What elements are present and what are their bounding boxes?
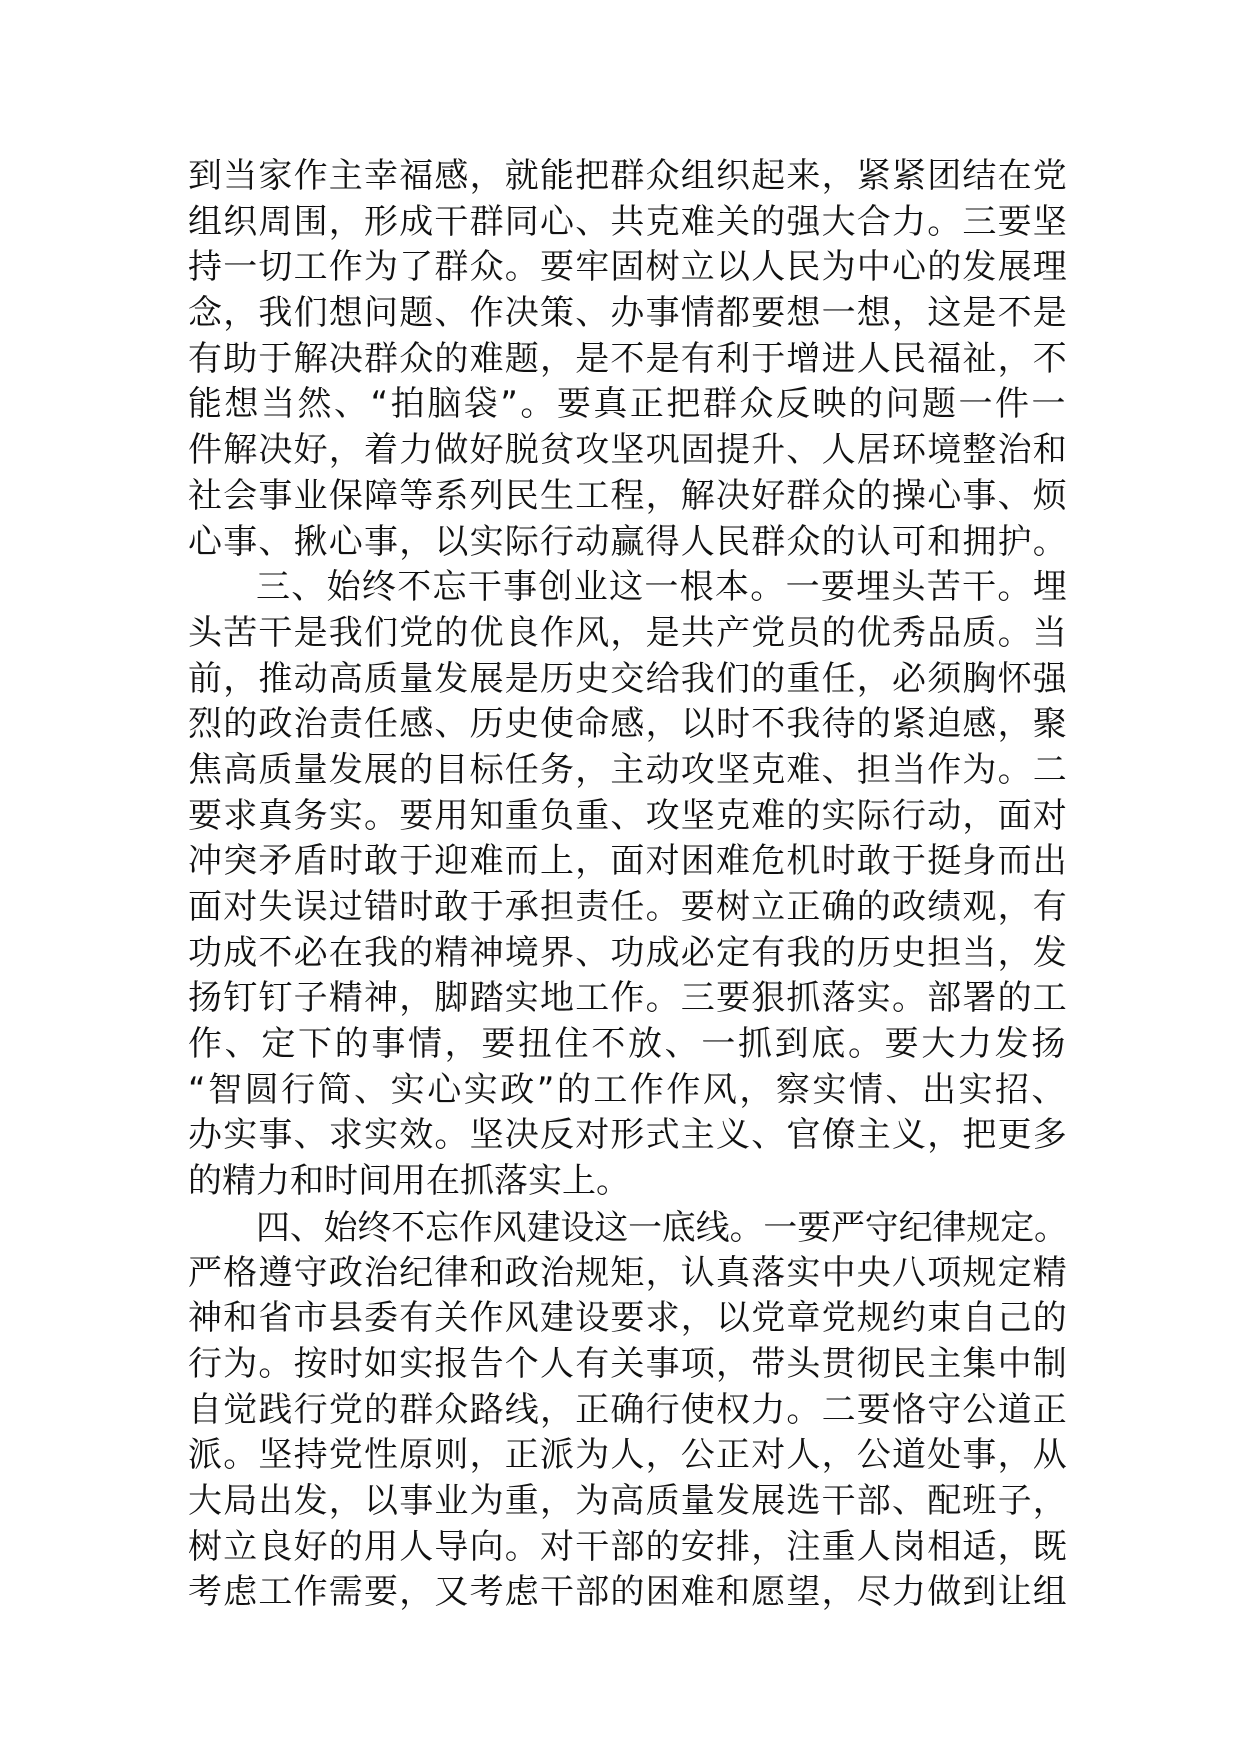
text-line: 前，推动高质量发展是历史交给我们的重任，必须胸怀强 — [188, 658, 1068, 699]
text-line: 到当家作主幸福感，就能把群众组织起来，紧紧团结在党 — [188, 156, 1068, 196]
text-line: 严格遵守政治纪律和政治规矩，认真落实中央八项规定精 — [188, 1252, 1068, 1293]
text-line: 考虑工作需要，又考虑干部的困难和愿望，尽力做到让组 — [188, 1572, 1068, 1613]
text-line: 扬钉钉子精神，脚踏实地工作。三要狠抓落实。部署的工 — [188, 978, 1068, 1019]
text-line: 社会事业保障等系列民生工程，解决好群众的操心事、烦 — [188, 475, 1068, 516]
text-line: 神和省市县委有关作风建设要求，以党章党规约束自己的 — [188, 1298, 1068, 1339]
text-line: 作、定下的事情，要扭住不放、一抓到底。要大力发扬 — [188, 1024, 1068, 1065]
text-line: 行为。按时如实报告个人有关事项，带头贯彻民主集中制 — [188, 1343, 1068, 1384]
text-line: 功成不必在我的精神境界、功成必定有我的历史担当，发 — [188, 932, 1068, 973]
text-line: 树立良好的用人导向。对干部的安排，注重人岗相适，既 — [188, 1526, 1068, 1567]
text-line: 能想当然、“拍脑袋”。要真正把群众反映的问题一件一 — [188, 384, 1068, 425]
text-line: 心事、揪心事，以实际行动赢得人民群众的认可和拥护。 — [188, 521, 1068, 562]
text-line: 自觉践行党的群众路线，正确行使权力。二要恪守公道正 — [188, 1389, 1068, 1430]
text-line: “智圆行简、实心实政”的工作作风，察实情、出实招、 — [188, 1069, 1068, 1110]
text-line: 持一切工作为了群众。要牢固树立以人民为中心的发展理 — [188, 247, 1068, 288]
text-line: 大局出发，以事业为重，为高质量发展选干部、配班子， — [188, 1480, 1068, 1521]
text-line: 有助于解决群众的难题，是不是有利于增进人民福祉，不 — [188, 338, 1068, 379]
text-line: 焦高质量发展的目标任务，主动攻坚克难、担当作为。二 — [188, 749, 1068, 790]
text-line: 烈的政治责任感、历史使命感，以时不我待的紧迫感，聚 — [188, 704, 1068, 745]
text-line: 头苦干是我们党的优良作风，是共产党员的优秀品质。当 — [188, 612, 1068, 653]
body-text — [188, 154, 1068, 1616]
text-line: 的精力和时间用在抓落实上。 — [188, 1161, 630, 1202]
text-line: 冲突矛盾时敢于迎难而上，面对困难危机时敢于挺身而出 — [188, 841, 1068, 882]
text-line: 件解决好，着力做好脱贫攻坚巩固提升、人居环境整治和 — [188, 430, 1068, 471]
text-line: 面对失误过错时敢于承担责任。要树立正确的政绩观，有 — [188, 887, 1068, 927]
text-line: 派。坚持党性原则，正派为人，公正对人，公道处事，从 — [188, 1435, 1068, 1476]
text-line: 组织周围，形成干群同心、共克难关的强大合力。三要坚 — [188, 201, 1068, 242]
text-line: 念，我们想问题、作决策、办事情都要想一想，这是不是 — [188, 293, 1068, 334]
text-line: 办实事、求实效。坚决反对形式主义、官僚主义，把更多 — [188, 1115, 1068, 1156]
text-line: 要求真务实。要用知重负重、攻坚克难的实际行动，面对 — [188, 795, 1068, 836]
paragraph-first-line: 四、始终不忘作风建设这一底线。一要严守纪律规定。 — [256, 1207, 1068, 1247]
paragraph-first-line: 三、始终不忘干事创业这一根本。一要埋头苦干。埋 — [256, 567, 1068, 608]
